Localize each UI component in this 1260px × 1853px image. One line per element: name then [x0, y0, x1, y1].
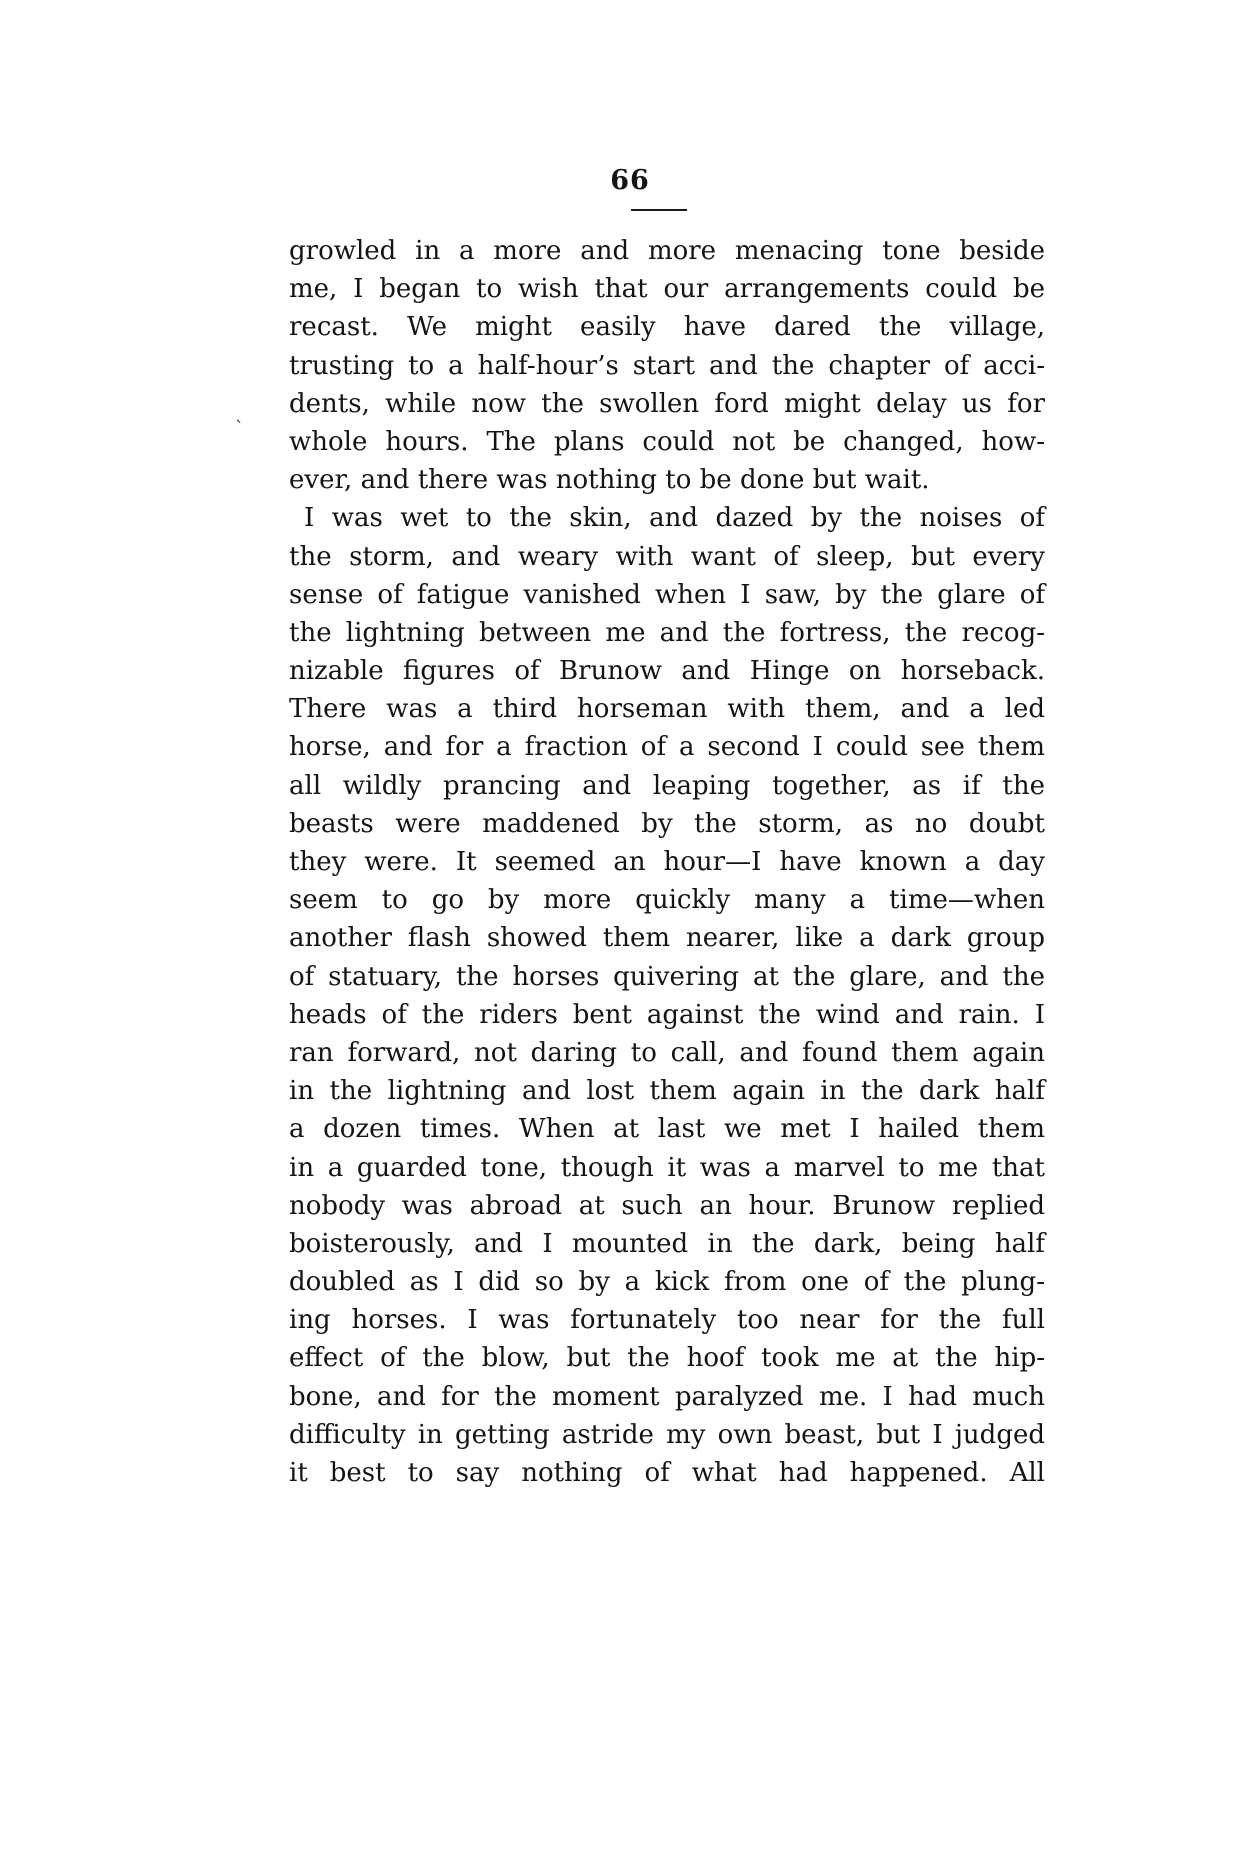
text-line: another flash showed them nearer, like a dark group — [289, 923, 1045, 954]
text-line: sense of fatigue vanished when I saw, by the glare of — [289, 579, 1045, 610]
text-line: ran forward, not daring to call, and found them again — [289, 1037, 1045, 1068]
text-line: trusting to a half-hour’s start and the chapter of acci- — [289, 350, 1045, 381]
header-rule — [631, 209, 687, 211]
text-line: horse, and for a fraction of a second I could see them — [289, 732, 1045, 763]
text-line: in the lightning and lost them again in the dark half — [289, 1076, 1045, 1107]
text-line: growled in a more and more menacing tone beside — [289, 236, 1045, 266]
text-line: dents, while now the swollen ford might delay us for — [289, 388, 1045, 419]
text-line: There was a third horseman with them, and a led — [289, 694, 1045, 725]
text-line: whole hours. The plans could not be changed, how- — [289, 426, 1045, 457]
text-line: effect of the blow, but the hoof took me at the hip- — [289, 1343, 1045, 1374]
text-line: a dozen times. When at last we met I hailed them — [289, 1114, 1045, 1145]
text-line: of statuary, the horses quivering at the glare, and the — [289, 961, 1045, 992]
stray-mark: ` — [235, 418, 244, 439]
text-line: ever, and there was nothing to be done but wait. — [289, 465, 930, 496]
text-line: the lightning between me and the fortress, the recog- — [289, 617, 1045, 648]
text-line: I was wet to the skin, and dazed by the noises of — [304, 503, 1045, 534]
text-line: bone, and for the moment paralyzed me. I had much — [289, 1381, 1045, 1412]
text-line: ing horses. I was fortunately too near for the full — [289, 1305, 1045, 1336]
text-line: nobody was abroad at such an hour. Brunow replied — [289, 1190, 1045, 1221]
text-line: boisterously, and I mounted in the dark, being half — [289, 1228, 1045, 1259]
text-line: seem to go by more quickly many a time—when — [289, 885, 1045, 916]
text-line: me, I began to wish that our arrangements could be — [289, 274, 1045, 305]
body-text — [289, 232, 1045, 1492]
page-number: 66 — [610, 165, 650, 196]
text-line: recast. We might easily have dared the village, — [289, 312, 1045, 343]
text-line: nizable figures of Brunow and Hinge on horseback. — [289, 656, 1045, 687]
text-line: difficulty in getting astride my own beast, but I judged — [289, 1419, 1045, 1450]
text-line: all wildly prancing and leaping together, as if the — [289, 770, 1045, 801]
text-line: heads of the riders bent against the wind and rain. I — [289, 999, 1045, 1030]
text-line: in a guarded tone, though it was a marvel to me that — [289, 1152, 1045, 1183]
text-line: doubled as I did so by a kick from one of the plung- — [289, 1267, 1045, 1298]
text-line: they were. It seemed an hour—I have known a day — [289, 847, 1045, 877]
text-line: it best to say nothing of what had happened. All — [289, 1458, 1045, 1488]
text-line: the storm, and weary with want of sleep, but every — [289, 541, 1045, 572]
text-line: beasts were maddened by the storm, as no doubt — [289, 808, 1045, 839]
